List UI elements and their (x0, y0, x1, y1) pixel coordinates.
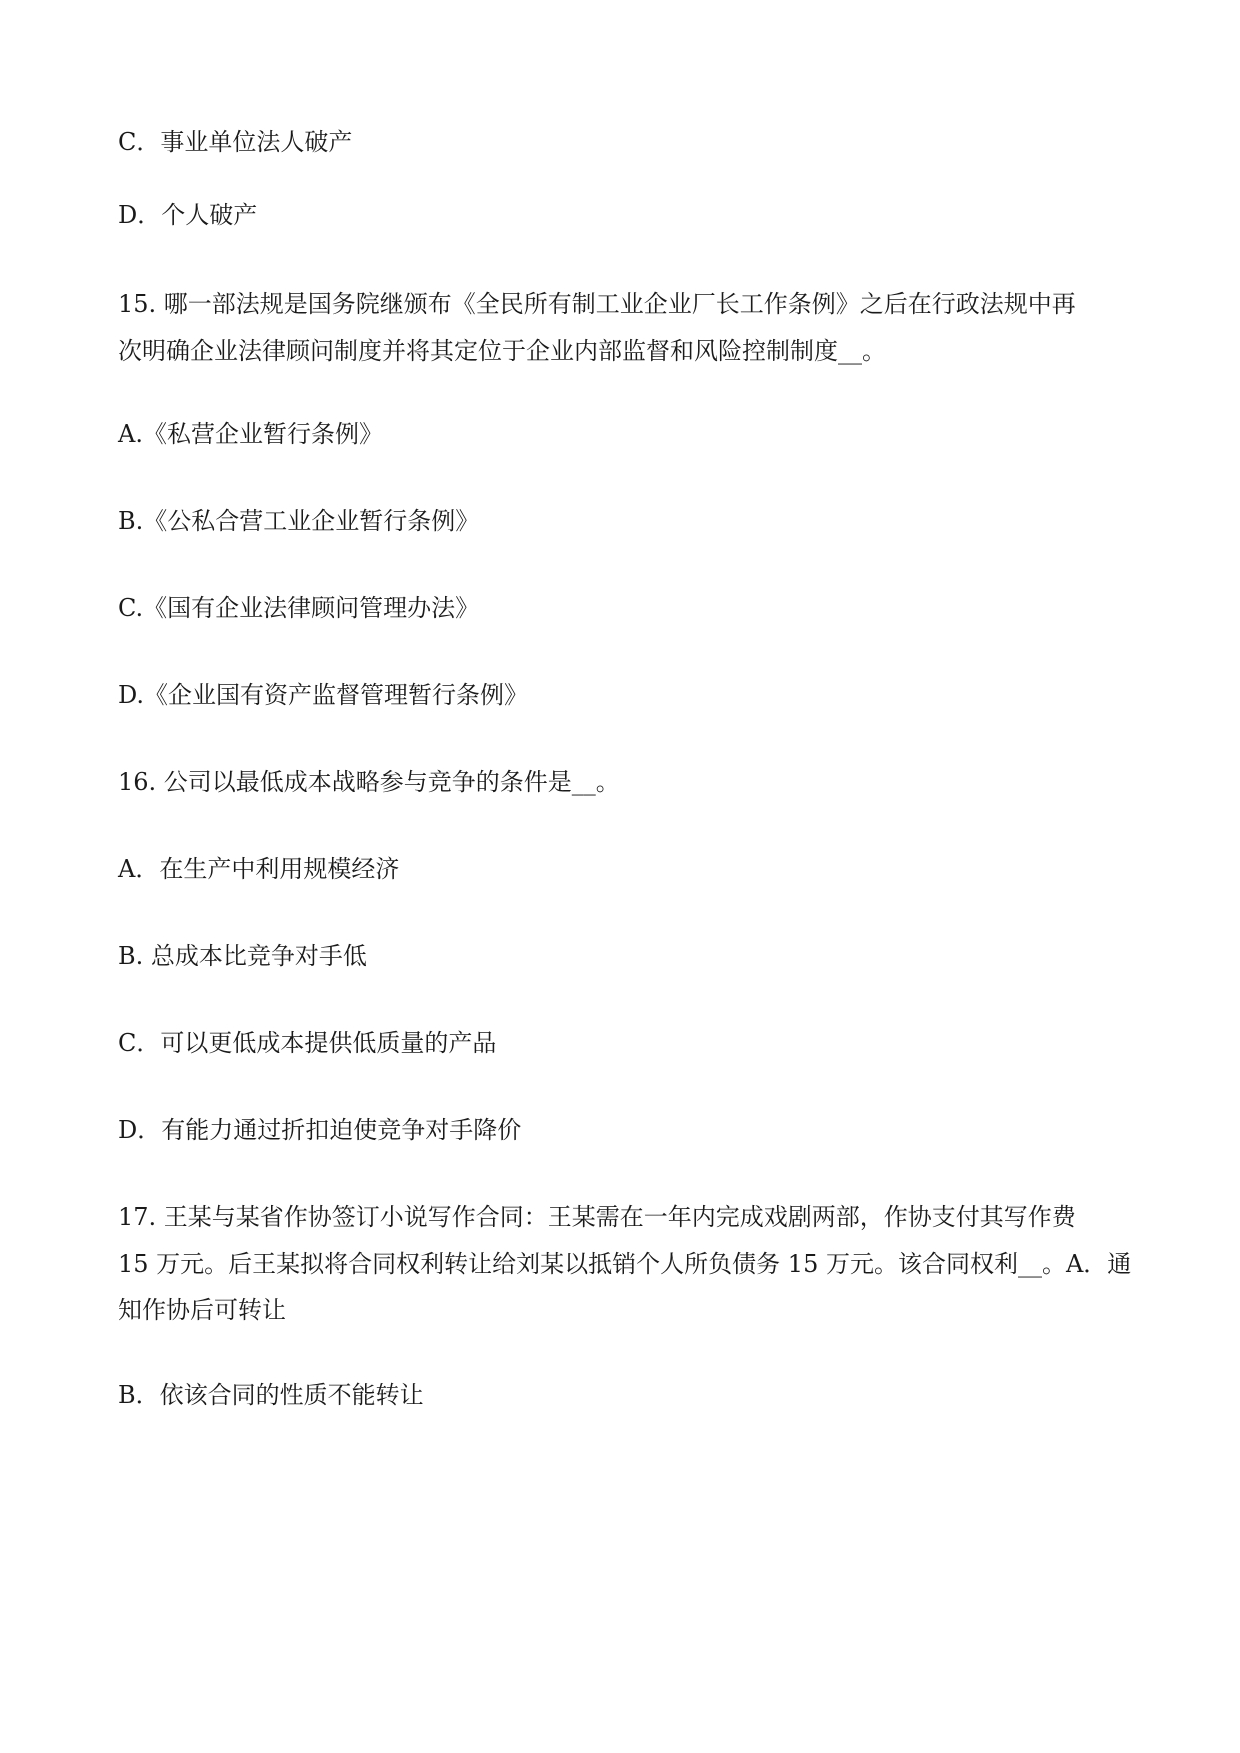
question-16: 16. 公司以最低成本战略参与竞争的条件是__。 (118, 768, 620, 796)
option-b-15: B.《公私合营工业企业暂行条例》 (118, 507, 480, 535)
question-17-line-1: 17. 王某与某省作协签订小说写作合同：王某需在一年内完成戏剧两部，作协支付其写作费 (118, 1203, 1076, 1231)
option-d-16: D．有能力通过折扣迫使竞争对手降价 (118, 1116, 522, 1144)
option-d-14: D．个人破产 (118, 201, 258, 229)
option-c-14: C．事业单位法人破产 (118, 128, 353, 156)
option-c-16: C．可以更低成本提供低质量的产品 (118, 1029, 497, 1057)
question-17-line-2: 15 万元。后王某拟将合同权利转让给刘某以抵销个人所负债务 15 万元。该合同权利__。A．通 (118, 1250, 1132, 1278)
option-a-15: A.《私营企业暂行条例》 (118, 420, 383, 448)
option-b-17: B．依该合同的性质不能转让 (118, 1381, 424, 1409)
question-15-line-1: 15. 哪一部法规是国务院继颁布《全民所有制工业企业厂长工作条例》之后在行政法规中再 (118, 290, 1076, 318)
question-17-line-3: 知作协后可转让 (118, 1296, 286, 1324)
option-c-15: C.《国有企业法律顾问管理办法》 (118, 594, 480, 622)
option-d-15: D.《企业国有资产监督管理暂行条例》 (118, 681, 529, 709)
option-b-16: B. 总成本比竞争对手低 (118, 942, 367, 970)
option-a-16: A．在生产中利用规模经济 (118, 855, 400, 883)
question-15-line-2: 次明确企业法律顾问制度并将其定位于企业内部监督和风险控制制度__。 (118, 337, 886, 365)
